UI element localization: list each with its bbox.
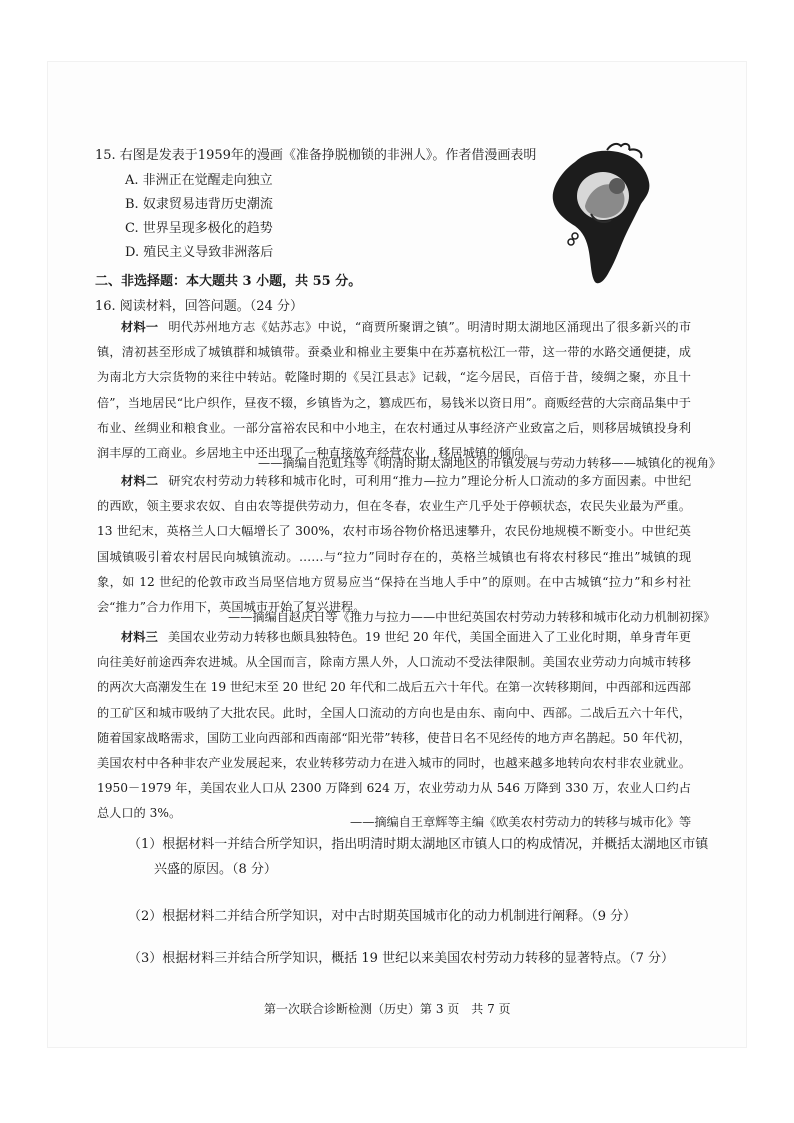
material-1-paragraph xyxy=(97,315,691,466)
material-2-source: ——摘编自赵庆日等《推力与拉力——中世纪英国农村劳动力转移和城市化动力机制初探》 xyxy=(228,610,716,624)
material-3-source: ——摘编自王章辉等主编《欧美农村劳动力的转移与城市化》等 xyxy=(350,815,692,829)
sub-question-1: （1）根据材料一并结合所学知识，指出明清时期太湖地区市镇人口的构成情况，并概括太湖地区市镇兴盛的原因。（8 分） xyxy=(128,837,709,877)
material-3-paragraph xyxy=(97,625,691,827)
sub-question-3: （3）根据材料三并结合所学知识，概括 19 世纪以来美国农村劳动力转移的显著特点。（7 分） xyxy=(128,951,674,966)
material-1-source: ——摘编自范虹珏等《明清时期太湖地区的市镇发展与劳动力转移——城镇化的视角》 xyxy=(258,456,722,470)
material-1-lead: 材料一 xyxy=(121,320,159,334)
question-16-stem: 16. 阅读材料，回答问题。（24 分） xyxy=(95,299,303,314)
africa-cartoon-image xyxy=(545,140,655,290)
material-2-text: 研究农村劳动力转移和城市化时，可利用“推力—拉力”理论分析人口流动的多方面因素。中世纪的西欧，领主要求农奴、自由农等提供劳动力，但在冬春，农业生产几乎处于停顿状态，农民失业最为严重。13 世纪末，英格兰人口大幅增长了 300%，农村市场谷物价格迅速攀升，农民份地规模不断变小。中世纪英国城镇吸引着农村居民向城镇流动。……与“拉力”同时存在的，英格兰城镇也有将农村移民“推出”城镇的现象，如 12 世纪的伦敦市政当局坚信地方贸易应当“保持在当地人手中”的原则。在中古城镇“拉力”和乡村社会“推力”合力作用下，英国城市开始了复兴进程。 xyxy=(97,474,692,615)
question-15-option-c: C. 世界呈现多极化的趋势 xyxy=(125,221,273,236)
question-15-option-b: B. 奴隶贸易违背历史潮流 xyxy=(125,197,273,212)
material-3-text: 美国农业劳动力转移也颇具独特色。19 世纪 20 年代，美国全面进入了工业化时期，单身青年更向往美好前途西奔农进城。从全国而言，除南方黑人外，人口流动不受法律限制。美国农业劳动力向城市转移的两次大高潮发生在 19 世纪末至 20 世纪 20 年代和二战后五六十年代。在第一次转移期间，中西部和远西部的工矿区和城市吸纳了大批农民。此时，全国人口流动的方向也是由东、南向中、西部。二战后五六十年代，随着国家战略需求，国防工业向西部和西南部“阳光带”转移，使昔日名不见经传的地方声名鹊起。50 年代初，美国农村中各种非农产业发展起来，农业转移劳动力在进入城市的同时，也越来越多地转向农村非农业就业。1950－1979 年，美国农业人口从 2300 万降到 624 万，农业劳动力从 546 万降到 330 万，农业人口约占总人口的 3%。 xyxy=(97,630,691,821)
sub-question-2: （2）根据材料二并结合所学知识，对中古时期英国城市化的动力机制进行阐释。（9 分） xyxy=(128,909,637,924)
material-1-text: 明代苏州地方志《姑苏志》中说，“商贾所聚谓之镇”。明清时期太湖地区涌现出了很多新兴的市镇，清初甚至形成了城镇群和城镇带。蚕桑业和棉业主要集中在苏嘉杭松江一带，这一带的水路交通便捷，成为南北方大宗货物的来往中转站。乾隆时期的《吴江县志》记载，“迄今居民，百倍于昔，绫绸之聚，亦且十倍”，当地居民“比户织作，昼夜不辍，乡镇皆为之，篡成匹布，易钱米以资日用”。商贩经营的大宗商品集中于布业、丝绸业和粮食业。一部分富裕农民和中小地主，在农村通过从事经济产业致富之后，则移居城镇投身利润丰厚的工商业。乡居地主中还出现了一种直接放弃经营农业，移居城镇的倾向。 xyxy=(97,320,692,461)
section-2-title: 二、非选择题：本大题共 3 小题，共 55 分。 xyxy=(95,274,362,289)
question-15-option-a: A. 非洲正在觉醒走向独立 xyxy=(125,173,273,188)
material-2-paragraph xyxy=(97,469,691,620)
material-3-lead: 材料三 xyxy=(121,630,158,644)
page-footer: 第一次联合诊断检测（历史）第 3 页 共 7 页 xyxy=(264,1002,511,1016)
question-15-option-d: D. 殖民主义导致非洲落后 xyxy=(125,245,274,260)
question-15-stem: 15. 右图是发表于1959年的漫画《准备挣脱枷锁的非洲人》。作者借漫画表明 xyxy=(95,148,537,163)
material-2-lead: 材料二 xyxy=(121,474,159,488)
